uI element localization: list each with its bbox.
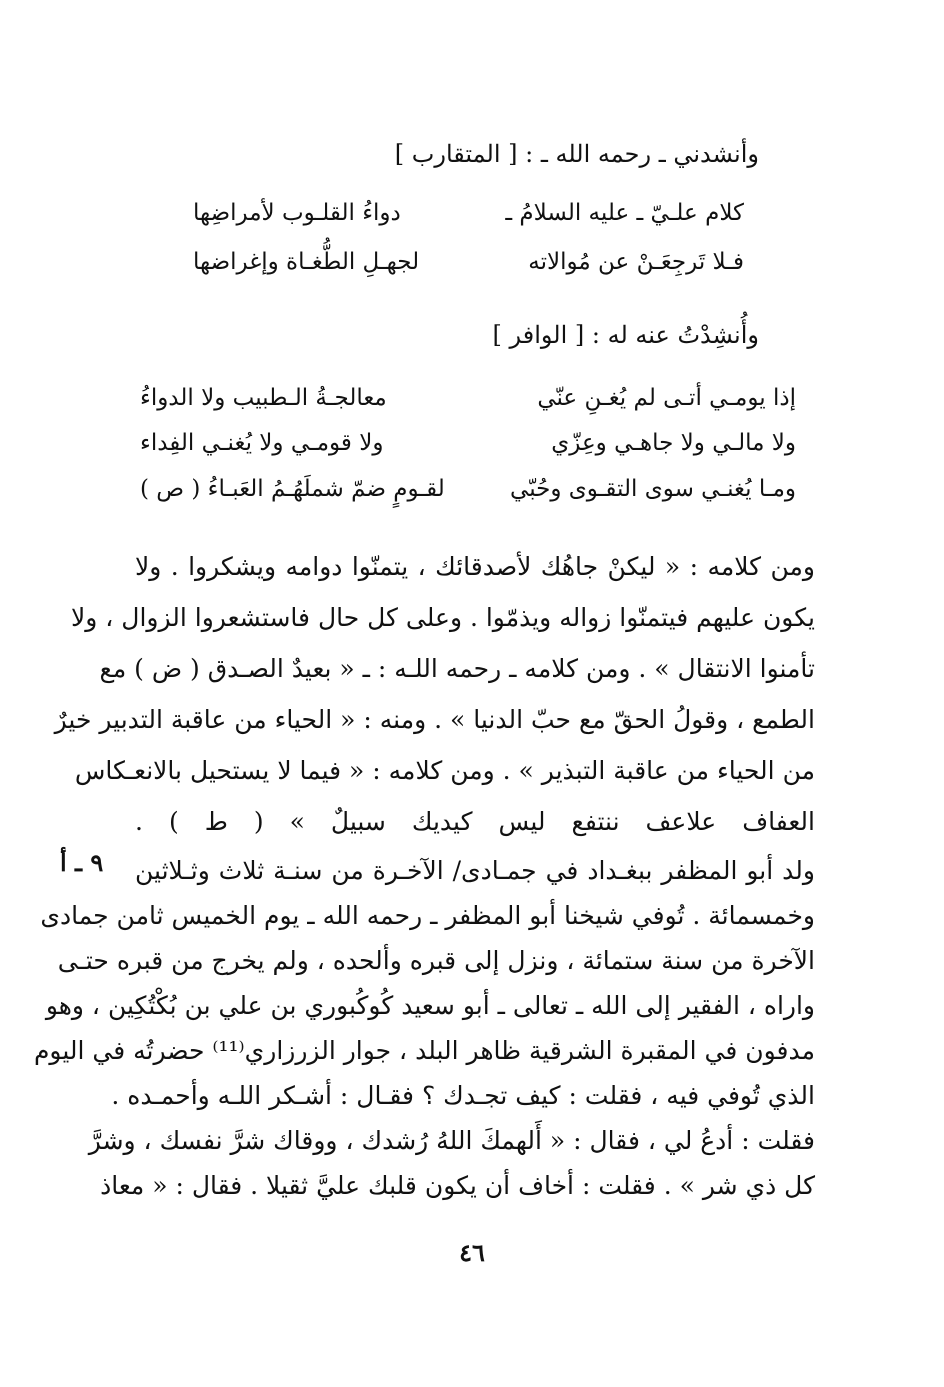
- page-number: ٤٦: [459, 1238, 485, 1267]
- poem1-verse2-first-hemistich: فـلا تَرجِعَـنْ عن مُوالاته: [528, 249, 744, 275]
- paragraph-line: من الحياء من عاقبة التبذير » . ومن كلامه : « فيما لا يستحيل بالانعـكاس: [74, 756, 815, 785]
- paragraph-line: الذي تُوفي فيه ، فقلت : كيف تجـدك ؟ فقـال : أشـكر اللـه وأحمـده .: [111, 1081, 815, 1110]
- paragraph-line: تأمنوا الانتقال » . ومن كلامه ـ رحمه اللـه : ـ « بعيدٌ الصـدق ( ض ) مع: [99, 654, 815, 683]
- paragraph-line: وخمسمائة . تُوفي شيخنا أبو المظفر ـ رحمه الله ـ يوم الخميس ثامن جمادى: [40, 901, 815, 930]
- poem2-verse3-first-hemistich: ومـا يُغنـي سوى التقـوى وحُبّي: [510, 476, 796, 502]
- paragraph-line: كل ذي شر » . فقلت : أخاف أن يكون قلبك عليَّ ثقيلا . فقال : « معاذ: [100, 1171, 815, 1200]
- poem2-verse2-first-hemistich: ولا مالـي ولا جاهـي وعِزّي: [551, 430, 796, 456]
- paragraph-line: واراه ، الفقير إلى الله ـ تعالى ـ أبو سعيد كُوكُبوري بن علي بن بُكْتُكِين ، وهو: [45, 991, 815, 1020]
- paragraph-line: ومن كلامه : « ليكنْ جاهُك لأصدقائك ، يتمنّوا دوامه ويشكروا . ولا: [135, 552, 815, 581]
- margin-folio-marker: ٩ ـ أ: [60, 848, 104, 877]
- paragraph-line: يكون عليهم فيتمنّوا زواله ويذمّوا . وعلى كل حال فاستشعروا الزوال ، ولا: [70, 603, 815, 632]
- poem2-verse1-first-hemistich: إذا يومـي أتـى لم يُغـنِ عنّي: [537, 385, 796, 411]
- poem1-verse2-second-hemistich: لجهـلِ الطُّغـاة وإغراضها: [193, 249, 420, 275]
- paragraph-line: الآخرة من سنة ستمائة ، ونزل إلى قبره وألحده ، ولم يخرج من قبره حتـى: [57, 946, 815, 975]
- poem2-heading: وأُنشِدْتُ عنه له : [ الوافر ]: [492, 321, 759, 349]
- poem2-verse1-second-hemistich: معالجـةُ الـطبيب ولا الدواءُ: [140, 385, 387, 411]
- poem1-verse1-second-hemistich: دواءُ القلـوب لأمراضِها: [193, 200, 401, 226]
- paragraph-line: فقلت : أدعُ لي ، فقال : « أَلهمكَ اللهُ رُشدك ، ووقاك شرَّ نفسك ، وشرَّ: [88, 1126, 815, 1155]
- poem2-verse3-second-hemistich: لقـومٍ ضمّ شملَهُـمُ العَبـاءُ ( ص ): [140, 476, 445, 502]
- sayings-paragraph: [54, 541, 815, 847]
- poem2-verse2-second-hemistich: ولا قومـي ولا يُغنـي الفِداء: [140, 430, 384, 456]
- paragraph-line: العفاف علاعف ننتفع ليس كيديك سبيلٌ » ( ط ) .: [135, 807, 815, 836]
- paragraph-line: ولد أبو المظفر ببغـداد في جمـادى/ الآخـرة من سنـة ثلاث وثـلاثين: [135, 856, 815, 885]
- paragraph-line: مدفون في المقبرة الشرقية ظاهر البلد ، جوار الزرزاري⁽¹¹⁾ حضرتُه في اليوم: [33, 1036, 815, 1065]
- poem1-heading: وأنشدني ـ رحمه الله ـ : [ المتقارب ]: [394, 140, 759, 168]
- poem1-verse1-first-hemistich: كلام علـيّ ـ عليه السلامُ ـ: [505, 200, 744, 226]
- paragraph-line: الطمع ، وقولُ الحقّ مع حبّ الدنيا » . ومنه : « الحياء من عاقبة التدبير خيرٌ: [54, 705, 815, 734]
